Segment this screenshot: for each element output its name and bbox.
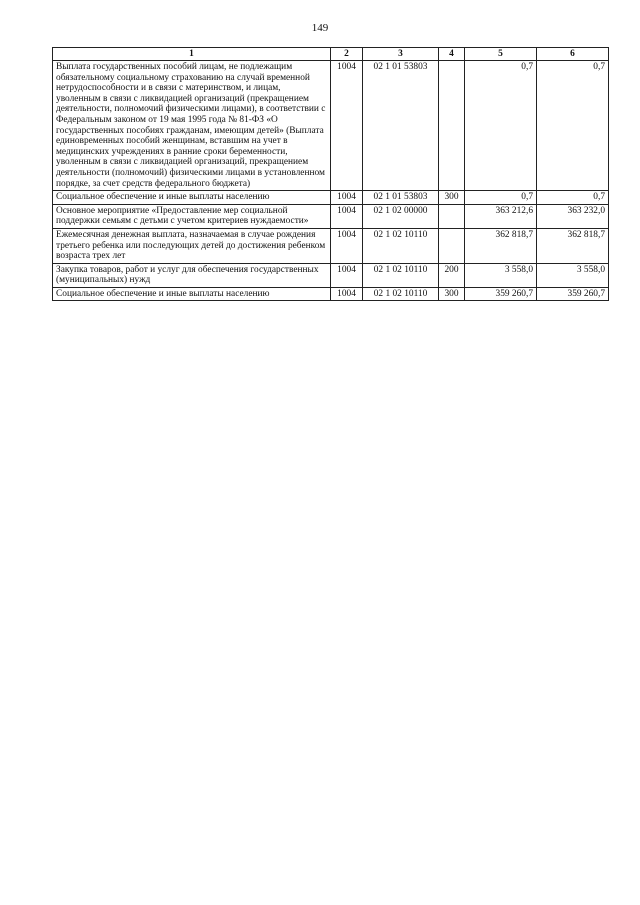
row-name: Социальное обеспечение и иные выплаты населению <box>53 287 331 301</box>
column-header: 4 <box>439 48 465 61</box>
table-header-row <box>53 48 609 61</box>
row-section: 1004 <box>331 204 363 228</box>
row-expense-type: 300 <box>439 191 465 205</box>
row-sum-2: 0,7 <box>537 61 609 191</box>
row-sum-1: 362 818,7 <box>465 228 537 263</box>
table-row <box>53 191 609 205</box>
row-sum-1: 363 212,6 <box>465 204 537 228</box>
column-header: 3 <box>363 48 439 61</box>
row-expense-type: 200 <box>439 263 465 287</box>
row-sum-2: 359 260,7 <box>537 287 609 301</box>
row-section: 1004 <box>331 228 363 263</box>
row-target-code: 02 1 01 53803 <box>363 191 439 205</box>
page-number: 149 <box>311 22 329 34</box>
column-header: 2 <box>331 48 363 61</box>
row-sum-2: 0,7 <box>537 191 609 205</box>
table-row <box>53 263 609 287</box>
column-header: 5 <box>465 48 537 61</box>
row-section: 1004 <box>331 191 363 205</box>
row-sum-2: 363 232,0 <box>537 204 609 228</box>
row-name: Ежемесячная денежная выплата, назначаемая в случае рождения третьего ребенка или последующих детей до достижения ребенком возраста трех лет <box>53 228 331 263</box>
row-section: 1004 <box>331 287 363 301</box>
row-target-code: 02 1 02 10110 <box>363 263 439 287</box>
table-row <box>53 61 609 191</box>
column-header: 1 <box>53 48 331 61</box>
row-sum-1: 3 558,0 <box>465 263 537 287</box>
row-sum-2: 362 818,7 <box>537 228 609 263</box>
row-target-code: 02 1 02 00000 <box>363 204 439 228</box>
row-sum-2: 3 558,0 <box>537 263 609 287</box>
row-target-code: 02 1 02 10110 <box>363 287 439 301</box>
row-expense-type <box>439 228 465 263</box>
row-name: Выплата государственных пособий лицам, не подлежащим обязательному социальному страхованию на случай временной нетрудоспособности и в связи с материнством, и лицам, уволенным в связи с ликвидацией организаций (прекращением деятельности, полномочий физическими лицами), в соответствии с Федеральным законом от 19 мая 1995 года № 81-ФЗ «О государственных пособиях гражданам, имеющим детей» (Выплата единовременных пособий женщинам, вставшим на учет в медицинских учреждениях в ранние сроки беременности, уволенным в связи с ликвидацией организаций, прекращением деятельности (полномочий) физическими лицами в установленном порядке, за счет средств федерального бюджета) <box>53 61 331 191</box>
row-name: Основное мероприятие «Предоставление мер социальной поддержки семьям с детьми с учетом критериев нуждаемости» <box>53 204 331 228</box>
row-expense-type <box>439 61 465 191</box>
row-target-code: 02 1 01 53803 <box>363 61 439 191</box>
row-sum-1: 0,7 <box>465 61 537 191</box>
row-target-code: 02 1 02 10110 <box>363 228 439 263</box>
row-expense-type: 300 <box>439 287 465 301</box>
row-expense-type <box>439 204 465 228</box>
row-sum-1: 0,7 <box>465 191 537 205</box>
row-section: 1004 <box>331 263 363 287</box>
table-row <box>53 228 609 263</box>
row-section: 1004 <box>331 61 363 191</box>
row-name: Социальное обеспечение и иные выплаты населению <box>53 191 331 205</box>
row-name: Закупка товаров, работ и услуг для обеспечения государственных (муниципальных) нужд <box>53 263 331 287</box>
budget-table <box>52 47 609 301</box>
column-header: 6 <box>537 48 609 61</box>
row-sum-1: 359 260,7 <box>465 287 537 301</box>
table-row <box>53 204 609 228</box>
table-row <box>53 287 609 301</box>
